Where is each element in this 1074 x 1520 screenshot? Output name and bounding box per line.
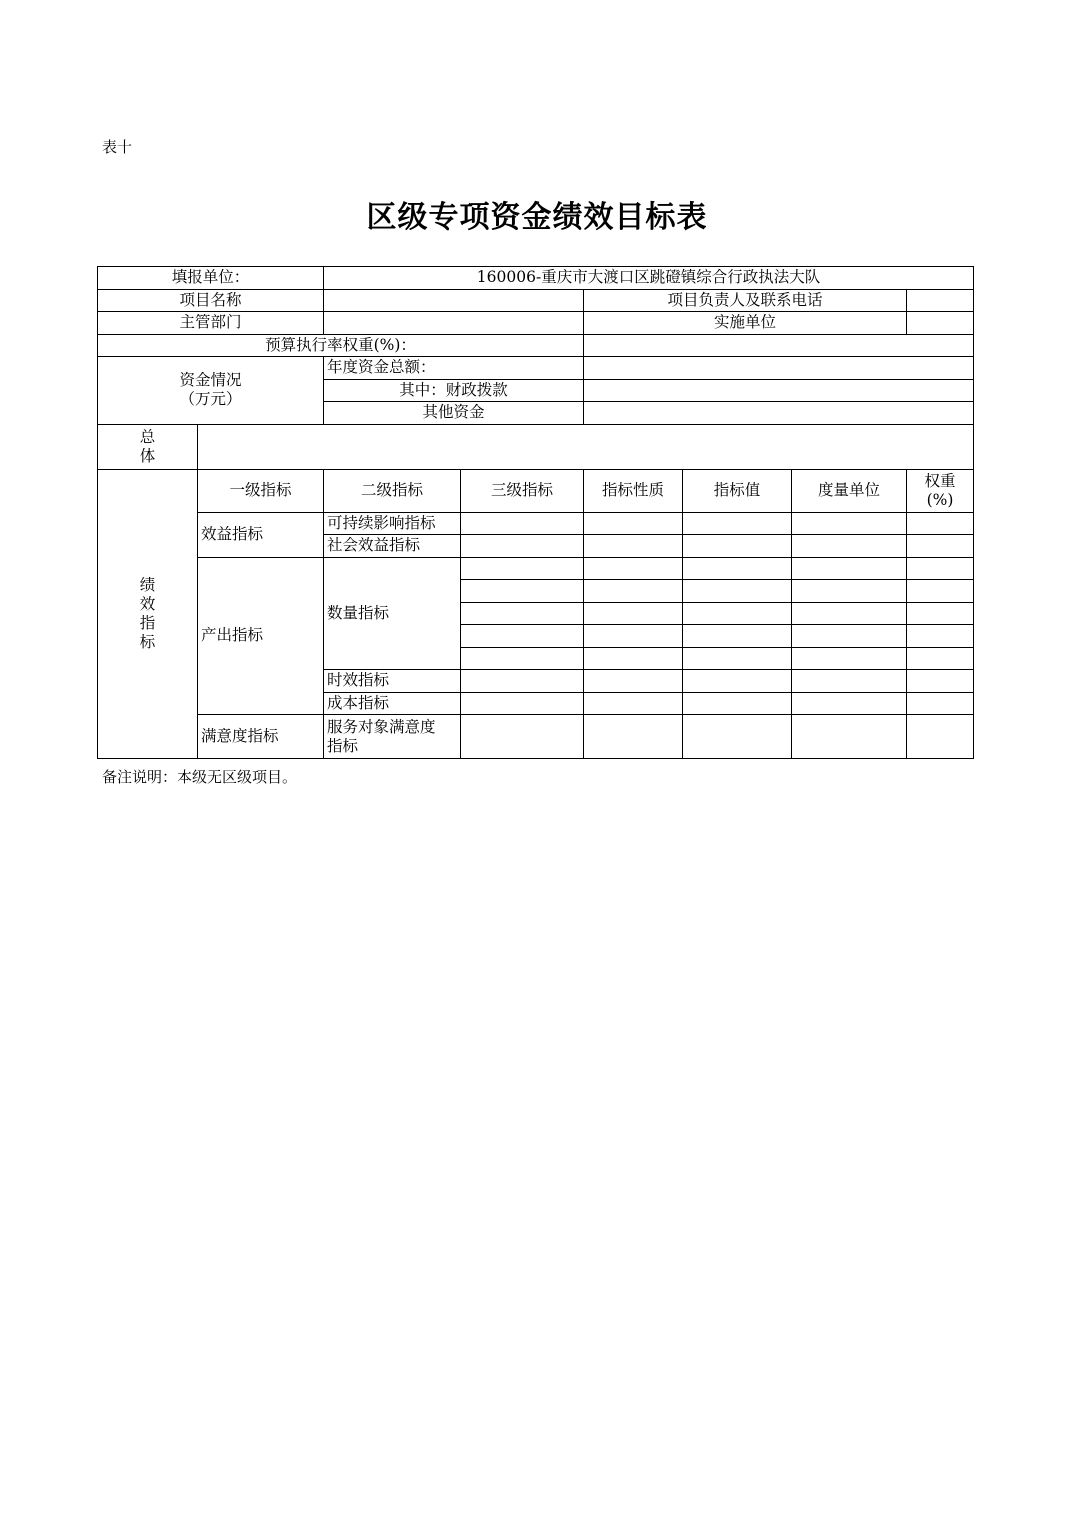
cell (792, 647, 907, 670)
benefit-indicator-label: 效益指标 (198, 512, 324, 557)
funds-other-label: 其他资金 (324, 402, 584, 425)
cell (461, 647, 584, 670)
cell (792, 670, 907, 693)
funds-label (98, 357, 324, 425)
service-satisfaction-line2: 指标 (327, 736, 359, 755)
cell (792, 512, 907, 535)
cell (907, 625, 974, 648)
header-level3: 三级指标 (461, 469, 584, 512)
cell (584, 647, 683, 670)
header-unit: 度量单位 (792, 469, 907, 512)
cell (461, 715, 584, 759)
cell (584, 625, 683, 648)
sustain-indicator-label: 可持续影响指标 (324, 512, 461, 535)
cell (584, 512, 683, 535)
cost-indicator-label: 成本指标 (324, 692, 461, 715)
cell (461, 557, 584, 580)
indicator-side-char: 效 (139, 594, 156, 613)
cell (584, 602, 683, 625)
funds-label-line2: （万元） (179, 390, 242, 409)
funds-label-line1: 资金情况 (179, 371, 242, 390)
header-level2: 二级指标 (324, 469, 461, 512)
cell (461, 692, 584, 715)
cell (461, 580, 584, 603)
performance-target-table (97, 266, 974, 759)
cell (584, 557, 683, 580)
header-weight (907, 469, 974, 512)
indicator-header-row (98, 469, 974, 512)
overall-row (98, 424, 974, 469)
cell (792, 602, 907, 625)
cell (584, 692, 683, 715)
filler-value: 160006-重庆市大渡口区跳磴镇综合行政执法大队 (324, 267, 974, 290)
department-row (98, 312, 974, 335)
cell (683, 715, 792, 759)
cell (907, 670, 974, 693)
cell (683, 580, 792, 603)
cell (461, 535, 584, 558)
overall-value (198, 424, 974, 469)
cell (461, 625, 584, 648)
budget-weight-value (584, 334, 974, 357)
contact-label: 项目负责人及联系电话 (584, 289, 907, 312)
overall-label-char: 总 (139, 427, 156, 446)
cell (907, 692, 974, 715)
cell (584, 535, 683, 558)
remark-note: 备注说明：本级无区级项目。 (102, 768, 298, 786)
page-title: 区级专项资金绩效目标表 (366, 200, 708, 235)
header-nature: 指标性质 (584, 469, 683, 512)
project-name-label: 项目名称 (98, 289, 324, 312)
cell (461, 512, 584, 535)
cell (792, 580, 907, 603)
table-row (98, 557, 974, 580)
cell (907, 580, 974, 603)
project-name-value (324, 289, 584, 312)
cell (683, 647, 792, 670)
cell (683, 512, 792, 535)
cell (907, 512, 974, 535)
service-satisfaction-label (324, 715, 461, 759)
cell (584, 715, 683, 759)
cell (792, 692, 907, 715)
funds-total-row (98, 357, 974, 380)
department-value (324, 312, 584, 335)
header-weight-line1: 权重 (924, 471, 956, 490)
header-level1: 一级指标 (198, 469, 324, 512)
filler-row (98, 267, 974, 290)
department-label: 主管部门 (98, 312, 324, 335)
cell (683, 625, 792, 648)
cell (683, 692, 792, 715)
filler-label: 填报单位： (98, 267, 324, 290)
cell (683, 535, 792, 558)
cell (683, 602, 792, 625)
indicator-side-label (98, 469, 198, 759)
budget-weight-label: 预算执行率权重(%)： (98, 334, 584, 357)
funds-fiscal-value (584, 379, 974, 402)
service-satisfaction-line1: 服务对象满意度 (327, 717, 436, 736)
table-number: 表十 (102, 138, 133, 156)
cell (683, 670, 792, 693)
table-row (98, 512, 974, 535)
header-weight-line2: (%) (926, 490, 954, 509)
contact-value (907, 289, 974, 312)
cell (907, 557, 974, 580)
funds-total-value (584, 357, 974, 380)
funds-fiscal-label: 其中：财政拨款 (324, 379, 584, 402)
output-indicator-label: 产出指标 (198, 557, 324, 715)
cell (683, 557, 792, 580)
cell (584, 580, 683, 603)
cell (461, 670, 584, 693)
timeliness-indicator-label: 时效指标 (324, 670, 461, 693)
cell (461, 602, 584, 625)
cell (907, 647, 974, 670)
indicator-side-char: 指 (139, 613, 156, 632)
budget-weight-row (98, 334, 974, 357)
funds-total-label: 年度资金总额： (324, 357, 584, 380)
indicator-side-char: 绩 (139, 575, 156, 594)
cell (792, 625, 907, 648)
indicator-side-char: 标 (139, 632, 156, 651)
header-value: 指标值 (683, 469, 792, 512)
overall-label-char: 体 (139, 446, 156, 465)
implementing-unit-label: 实施单位 (584, 312, 907, 335)
cell (907, 715, 974, 759)
project-name-row (98, 289, 974, 312)
cell (792, 535, 907, 558)
quantity-indicator-label: 数量指标 (324, 557, 461, 670)
social-indicator-label: 社会效益指标 (324, 535, 461, 558)
funds-other-value (584, 402, 974, 425)
overall-label (98, 424, 198, 469)
table-row (98, 715, 974, 759)
cell (792, 557, 907, 580)
cell (792, 715, 907, 759)
cell (907, 535, 974, 558)
cell (584, 670, 683, 693)
cell (907, 602, 974, 625)
implementing-unit-value (907, 312, 974, 335)
satisfaction-indicator-label: 满意度指标 (198, 715, 324, 759)
